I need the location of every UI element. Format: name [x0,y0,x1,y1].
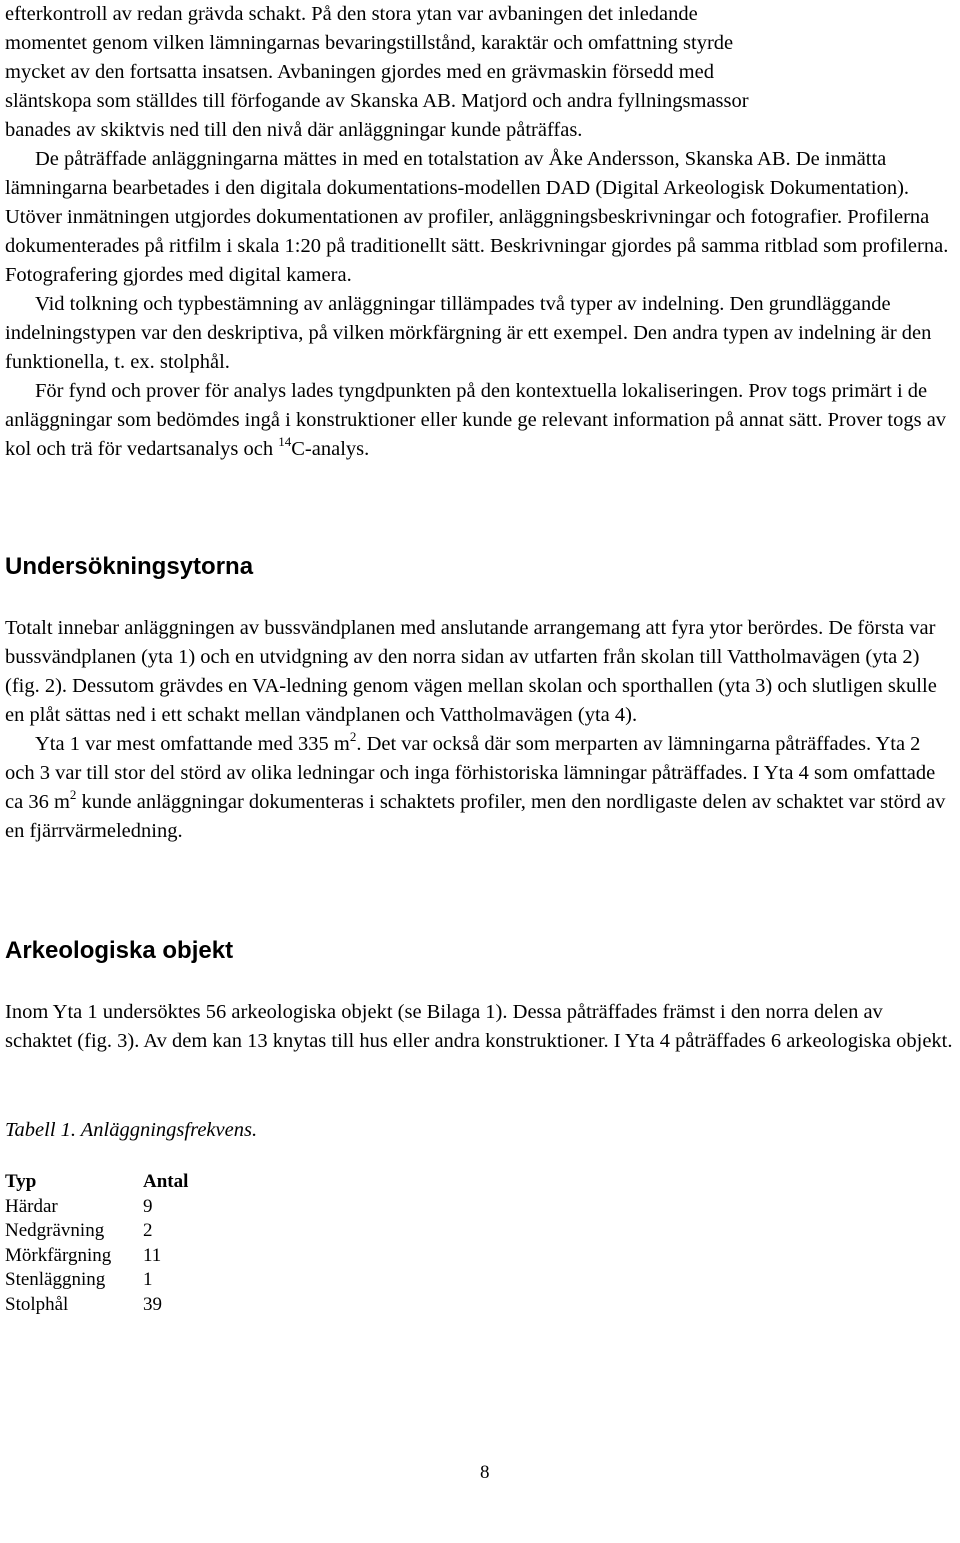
text-line: momentet genom vilken lämningarnas bevaringstillstånd, karaktär och omfattning styrde [5,32,734,54]
intro-paragraph-1 [5,0,953,145]
superscript: 14 [278,434,292,449]
table-cell-type: Nedgrävning [5,1220,105,1241]
table-cell-count: 39 [143,1293,162,1315]
table-row [5,1268,188,1293]
column-header-typ: Typ [5,1171,37,1192]
section-heading-arkeologiska-objekt: Arkeologiska objekt [5,937,234,964]
text-line: släntskopa som ställdes till förfogande av Skanska AB. Matjord och andra fyllningsmassor [5,90,749,112]
table-caption: Tabell 1. Anläggningsfrekvens. [5,1119,258,1141]
text-line: banades av skiktvis ned till den nivå där anläggningar kunde påträffas. [5,119,583,141]
paragraph-text: Yta 1 var mest omfattande med 335 m [35,733,350,755]
intro-paragraph-2: De påträffade anläggningarna mättes in med en totalstation av Åke Andersson, Skanska AB. De inmätta lämningarna bearbetades i den digitala dokumentations-modellen DAD (Digital Arkeologisk Dokumentation). Utöver inmätningen utgjordes dokumentationen av profiler, anläggningsbeskrivningar och fotografier. Profilerna dokumenterades på ritfilm i skala 1:20 på traditionellt sätt. Beskrivningar gjordes på samma ritblad som profilerna. Fotografering gjordes med digital kamera. [5,148,949,286]
table-row [5,1293,188,1318]
table-header-row [5,1170,188,1195]
section2-paragraph-1: Inom Yta 1 undersöktes 56 arkeologiska objekt (se Bilaga 1). Dessa påträffades främst i den norra delen av schaktet (fig. 3). Av dem kan 13 knytas till hus eller andra konstruktioner. I Yta 4 påträffades 6 arkeologiska objekt. [5,1001,953,1052]
section1-paragraph-2 [5,730,953,846]
table-cell-type: Mörkfärgning [5,1244,112,1266]
paragraph-text: För fynd och prover för analys lades tyngdpunkten på den kontextuella lokaliseringen. Prov togs primärt i de anläggningar som bedömdes ingå i konstruktioner eller kunde ge relevant information på annat sätt. Prover togs av kol och trä för vedartsanalys och [5,380,947,460]
table-cell-count: 9 [143,1195,153,1217]
table-row [5,1244,188,1269]
table-cell-count: 2 [143,1220,153,1241]
section-body-arkeologiska-objekt [5,998,953,1056]
intro-body [5,145,953,464]
section-heading-undersokningsytorna: Undersökningsytorna [5,553,254,580]
page-number: 8 [480,1462,490,1483]
table-cell-type: Härdar [5,1195,58,1217]
text-line: mycket av den fortsatta insatsen. Avbaningen gjordes med en grävmaskin försedd med [5,61,714,83]
column-header-antal: Antal [143,1171,189,1192]
table-cell-type: Stenläggning [5,1269,106,1290]
paragraph-text: . Det var också där som merparten av lämningarna påträffades. Yta 2 och 3 var till stor del störd av olika ledningar och inga förhistoriska lämningar påträffades. I Yta 4 som omfattade ca 36 m [5,733,936,813]
table-row [5,1195,188,1220]
intro-paragraph-4 [5,377,953,464]
paragraph-text: kunde anläggningar dokumenteras i schaktets profiler, men den nordligaste delen av schaktet var störd av en fjärrvärmeledning. [5,791,946,842]
intro-paragraph-3: Vid tolkning och typbestämning av anläggningar tillämpades två typer av indelning. Den grundläggande indelningstypen var den deskriptiva, på vilken mörkfärgning är ett exempel. Den andra typen av indelning är den funktionella, t. ex. stolphål. [5,293,932,373]
frequency-table [5,1170,188,1317]
paragraph-text: C-analys. [291,438,370,460]
section1-paragraph-1: Totalt innebar anläggningen av bussvändplanen med anslutande arrangemang att fyra ytor berördes. De första var bussvändplanen (yta 1) och en utvidgning av den norra sidan av utfarten från skolan till Vattholmavägen (yta 2) (fig. 2). Dessutom grävdes en VA-ledning genom vägen mellan skolan och sporthallen (yta 3) och slutligen skulle en plåt sättas ned i ett schakt mellan vändplanen och Vattholmavägen (yta 4). [5,617,937,726]
table-cell-count: 11 [143,1244,162,1266]
superscript: 2 [349,729,357,744]
table-cell-type: Stolphål [5,1293,69,1315]
text-line: efterkontroll av redan grävda schakt. På den stora ytan var avbaningen det inledande [5,3,698,25]
superscript: 2 [69,787,77,802]
table-cell-count: 1 [143,1269,153,1290]
table-row [5,1219,188,1244]
section-body-undersokningsytorna [5,614,953,846]
